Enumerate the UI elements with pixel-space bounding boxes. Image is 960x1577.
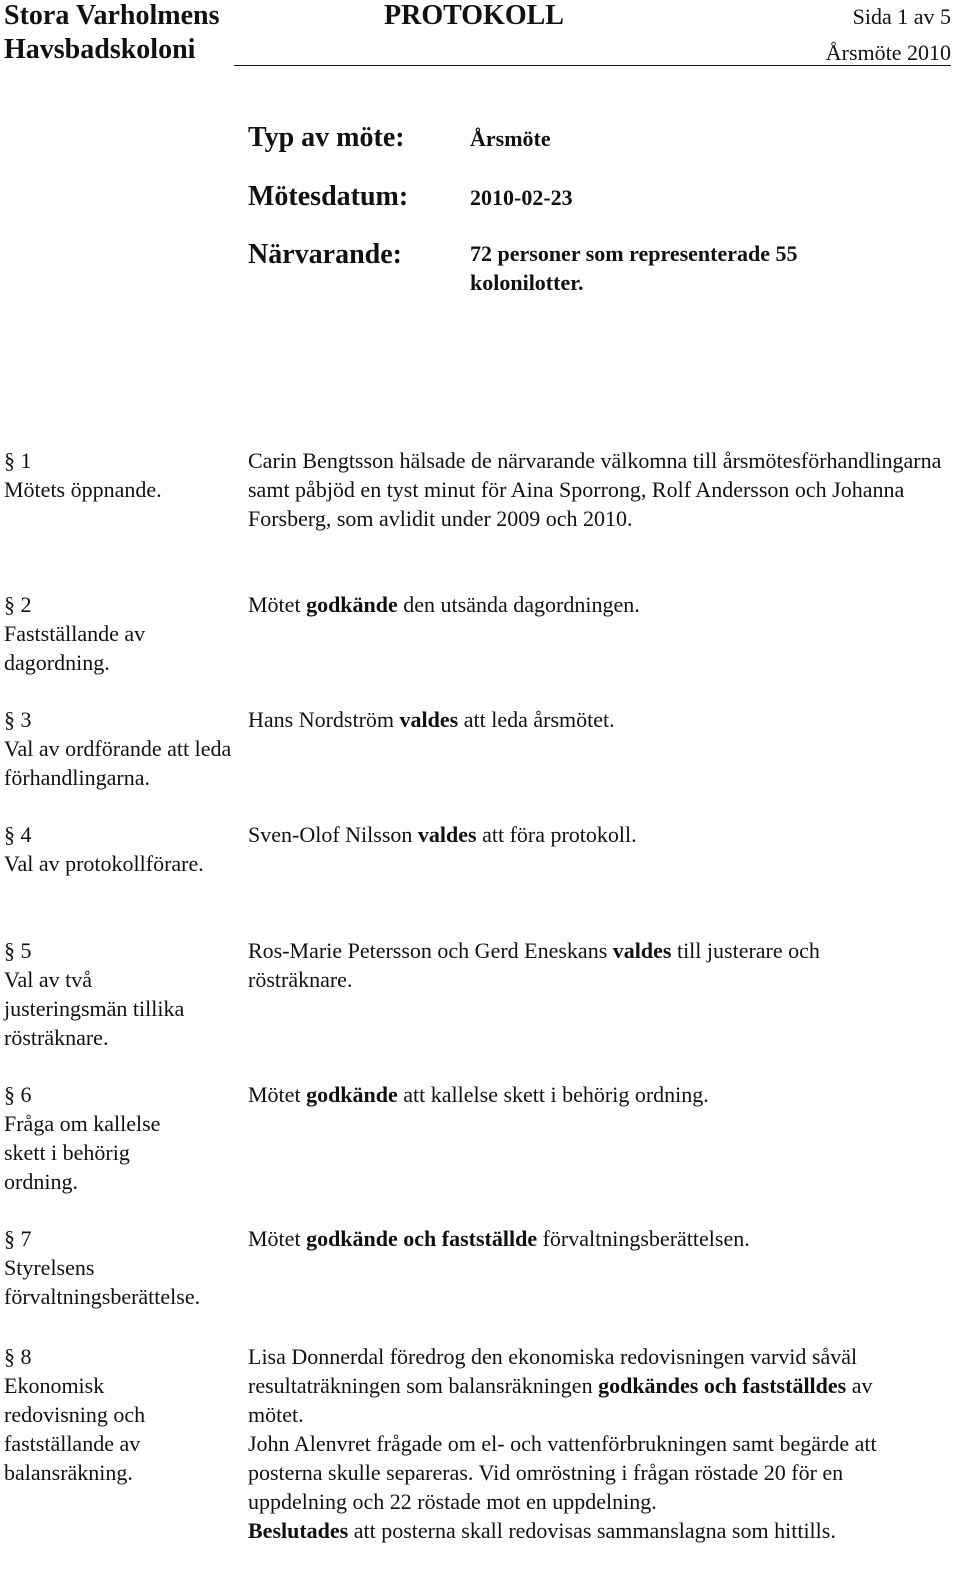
agenda-item-text xyxy=(248,1342,898,1545)
agenda-item-title: Ekonomisk redovisning och fastställande av balansräkning. xyxy=(4,1373,146,1485)
section-number: § 4 xyxy=(4,822,32,847)
decision-emphasis: godkände xyxy=(306,592,398,617)
agenda-item-title: Fastställande av dagordning. xyxy=(4,621,146,675)
agenda-item-heading xyxy=(4,705,239,792)
agenda-item-text: Carin Bengtsson hälsade de närvarande välkomna till årsmötesförhandlingarna samt påbjöd en tyst minut för Aina Sporrong, Rolf Andersson och Johanna Forsberg, som avlidit under 2009 och 2010. xyxy=(248,448,942,531)
section-number: § 5 xyxy=(4,938,32,963)
organization-name-line1: Stora Varholmens xyxy=(4,0,220,31)
agenda-item-text: Mötet godkände den utsända dagordningen. xyxy=(248,592,640,617)
decision-emphasis: valdes xyxy=(612,938,672,963)
meeting-date-value: 2010-02-23 xyxy=(470,185,573,210)
agenda-item-heading xyxy=(4,1224,239,1311)
section-number: § 1 xyxy=(4,448,32,473)
decision-emphasis: godkände och fastställde xyxy=(306,1226,538,1251)
agenda-item-text: Mötet godkände och fastställde förvaltningsberättelsen. xyxy=(248,1226,750,1251)
meeting-name: Årsmöte 2010 xyxy=(825,40,951,65)
agenda-item-heading xyxy=(4,936,219,1052)
meeting-type-value: Årsmöte xyxy=(470,126,551,151)
decision-emphasis: Beslutades xyxy=(248,1518,349,1543)
paragraph: Lisa Donnerdal föredrog den ekonomiska redovisningen varvid såväl resultaträkningen som balansräkningen godkändes och fastställdes av mötet. xyxy=(248,1344,873,1427)
agenda-item-title: Styrelsens förvaltningsberättelse. xyxy=(4,1255,201,1309)
meeting-date-label: Mötesdatum: xyxy=(248,181,409,212)
agenda-item-title: Val av protokollförare. xyxy=(4,851,204,876)
agenda-item-title: Val av två justeringsmän tillika rösträknare. xyxy=(4,967,185,1050)
agenda-item-title: Val av ordförande att leda förhandlingarna. xyxy=(4,736,232,790)
agenda-item-heading xyxy=(4,446,239,504)
decision-emphasis: valdes xyxy=(399,707,459,732)
decision-emphasis: godkände xyxy=(306,1082,398,1107)
organization-name-line2: Havsbadskoloni xyxy=(4,34,196,65)
decision-emphasis: godkändes och fastställdes xyxy=(598,1373,847,1398)
attendees-value: 72 personer som representerade 55 kolonilotter. xyxy=(470,241,798,295)
section-number: § 3 xyxy=(4,707,32,732)
agenda-item-heading xyxy=(4,1080,194,1196)
agenda-item-title: Mötets öppnande. xyxy=(4,477,162,502)
page-number: Sida 1 av 5 xyxy=(852,4,951,29)
agenda-item-title: Fråga om kallelse skett i behörig ordning. xyxy=(4,1111,161,1194)
section-number: § 7 xyxy=(4,1226,32,1251)
agenda-item-text: Hans Nordström valdes att leda årsmötet. xyxy=(248,707,615,732)
agenda-item-text: Sven-Olof Nilsson valdes att föra protokoll. xyxy=(248,822,637,847)
section-number: § 8 xyxy=(4,1344,32,1369)
decision-emphasis: valdes xyxy=(417,822,477,847)
meeting-type-label: Typ av möte: xyxy=(248,122,405,153)
page-header xyxy=(0,0,960,70)
agenda-item-heading xyxy=(4,590,239,677)
agenda-item-heading xyxy=(4,1342,174,1487)
attendees-label: Närvarande: xyxy=(248,239,402,270)
paragraph: Beslutades att posterna skall redovisas sammanslagna som hittills. xyxy=(248,1518,836,1543)
header-rule xyxy=(234,65,951,66)
agenda-item-text: Ros-Marie Petersson och Gerd Eneskans valdes till justerare och rösträknare. xyxy=(248,938,820,992)
paragraph: John Alenvret frågade om el- och vattenförbrukningen samt begärde att posterna skulle separeras. Vid omröstning i frågan röstade 20 för en uppdelning och 22 röstade mot en uppdelning. xyxy=(248,1431,877,1514)
agenda-item-text: Mötet godkände att kallelse skett i behörig ordning. xyxy=(248,1082,709,1107)
document-title: PROTOKOLL xyxy=(384,0,564,31)
section-number: § 6 xyxy=(4,1082,32,1107)
section-number: § 2 xyxy=(4,592,32,617)
agenda-item-heading xyxy=(4,820,239,878)
